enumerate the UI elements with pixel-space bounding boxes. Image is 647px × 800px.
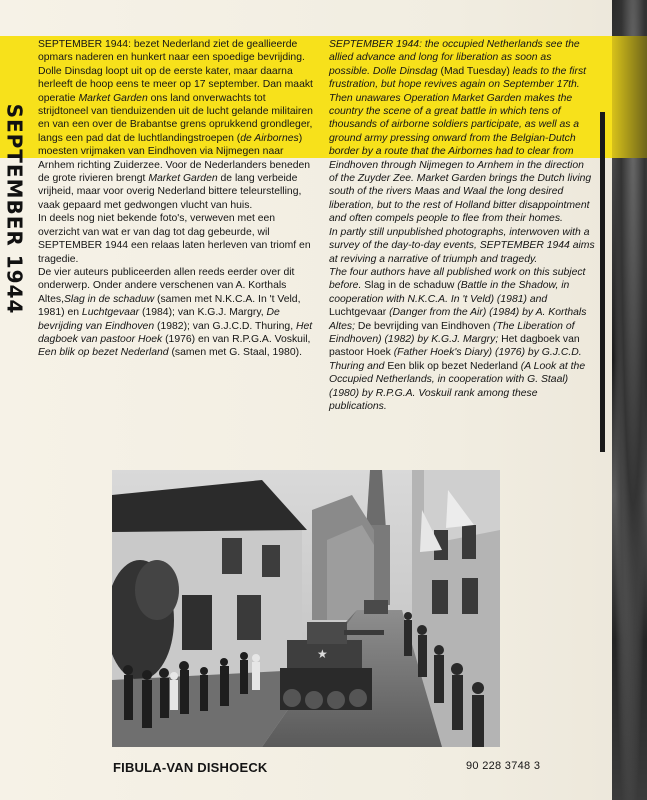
text-run: (samen met G. Staal, 1980). [168, 347, 302, 359]
text-run: SEPTEMBER 1944: bezet Nederland ziet de geallieerde opmars naderen en hunkert naar een spoedige bevrijding. Dolle Dinsdag loopt uit op de eerste kater, maar daarna herleeft de hoop eens te meer op 17 september. Dan maakt operatie [38, 39, 313, 104]
text-run: (A Look at the Occupied Netherlands, in cooperation with G. Staal) (1980) by R.P.G.A. Voskuil rank among these publications. [329, 360, 586, 412]
text-run: de Airbornes [240, 132, 299, 144]
text-run: Luchtgevaar [329, 307, 387, 319]
text-run: (1984); van K.G.J. Margry, [139, 307, 267, 319]
text-run: Het dagboek van pastoor Hoek [38, 320, 313, 345]
english-paragraph-1 [329, 38, 595, 226]
dutch-column [38, 38, 314, 360]
text-run: Luchtgevaar [81, 307, 140, 319]
text-run: In partly still unpublished photographs, interwoven with a survey of the day-to-day events, SEPTEMBER 1944 aims at reviving a narrative of triumph and tragedy. [329, 226, 595, 265]
text-run: Een blik op bezet Nederland [387, 360, 518, 372]
text-run: Het dagboek van pastoor Hoek [329, 333, 580, 359]
text-run: leads to the first frustration, but hope revives again on September 17th. Then unawares Operation Market Garden makes the country the scene of a great battle in which tens of thousands of airborne soldiers participate, as well as a ground army pressing onward from the Belgian-Dutch border by a route that the Airbornes had to clear from Eindhoven through Nijmegen to Arnhem in the direction of the Zuyder Zee. Market Garden brings the Dutch living south of the rivers Maas and Waal the long desired liberation, but to the rest of Holland bitter disappointment and often compels people to flee from their homes. [329, 65, 592, 225]
yellow-band-edge [612, 36, 647, 158]
text-run: De vier auteurs publiceerden allen reeds eerder over dit onderwerp. Onder andere verschenen van A. Korthals Altes, [38, 266, 295, 305]
side-title-text: SEPTEMBER 1944 [2, 103, 26, 315]
right-black-bar [600, 112, 605, 452]
english-paragraph-3 [329, 266, 595, 413]
dutch-paragraph-3 [38, 266, 314, 360]
text-run: Market Garden [148, 173, 218, 185]
text-run: (The Liberation of Eindhoven) (1982) by K.G.J. Margry; [329, 320, 575, 345]
text-run: ons land onverwachts tot strijdtoneel van tienduizenden uit de lucht gelande militairen en van een over de Brabantse grens oprukkend grondleger, langs een pad dat de luchtlandingstroepen ( [38, 92, 313, 144]
text-run: De bevrijding van Eindhoven [357, 320, 491, 332]
text-run: de lang verbeide vrijheid, maar voor overig Nederland bittere teleurstelling, vaak gepaard met gedwongen vlucht van huis. [38, 173, 302, 211]
dutch-paragraph-2 [38, 212, 314, 266]
text-run: The four authors have all published work on this subject before. [329, 266, 586, 292]
svg-text:★: ★ [317, 647, 328, 661]
text-run: (Battle in the Shadow, in cooperation with N.K.C.A. In 't Veld) (1981) and [329, 280, 570, 305]
english-column [329, 38, 595, 413]
english-paragraph-2 [329, 226, 595, 266]
liberation-street-photo [112, 470, 500, 747]
text-run: (1976) en van R.P.G.A. Voskuil, [162, 333, 311, 345]
side-title [2, 103, 26, 315]
text-run: (Mad Tuesday) [440, 65, 510, 77]
text-run: Slag in de schaduw [64, 293, 155, 305]
text-run: In deels nog niet bekende foto's, verweven met een overzicht van wat er van dag tot dag gebeurde, wil SEPTEMBER 1944 een relaas laten herleven van triomf en tragedie. [38, 213, 311, 265]
text-run: Een blik op bezet Nederland [38, 347, 169, 359]
text-run: Market Garden [78, 92, 148, 104]
text-run: (samen met N.K.C.A. In 't Veld, 1981) en [38, 293, 301, 319]
dutch-paragraph-1 [38, 38, 314, 212]
text-run: (1982); van G.J.C.D. Thuring, [154, 320, 296, 332]
text-run: (Father Hoek's Diary) (1976) by G.J.C.D. Thuring and [329, 347, 582, 372]
street-photo-illustration [112, 470, 500, 747]
text-run: De bevrijding van Eindhoven [38, 307, 280, 332]
text-run: Slag in de schaduw [364, 280, 455, 292]
text-run: ) moesten vrijmaken van Eindhoven via Nijmegen naar Arnhem richting Zuiderzee. Voor de Nederlanders beneden de grote rivieren brengt [38, 132, 311, 185]
publisher-name: FIBULA-VAN DISHOECK [113, 760, 268, 775]
isbn-number: 90 228 3748 3 [466, 760, 541, 772]
text-run: SEPTEMBER 1944: the occupied Netherlands see the allied advance and long for liberation as soon as possible. Dolle Dinsdag [329, 39, 580, 77]
text-run: (Danger from the Air) (1984) by A. Korthals Altes; [329, 307, 587, 332]
